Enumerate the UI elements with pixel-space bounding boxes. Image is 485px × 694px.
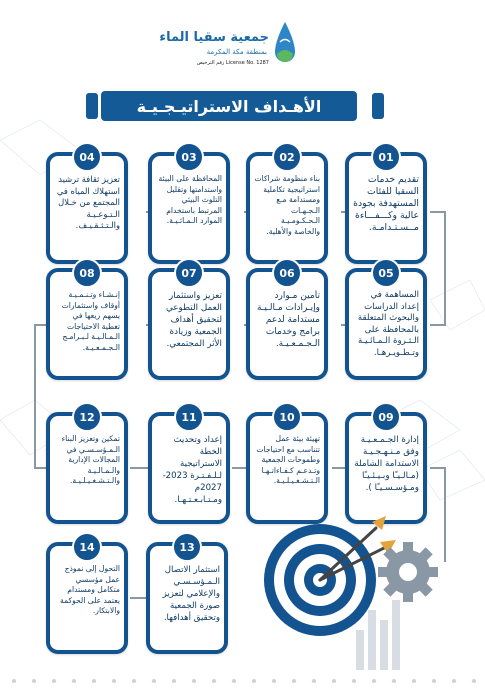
goal-number: 03 xyxy=(174,142,204,172)
goal-card-11 xyxy=(148,412,230,524)
goal-card-06 xyxy=(246,268,328,380)
goal-text: تعزيز ثقافة ترشيد استهلاك المياه في المجتمع من خـلال الـتـوعـيـة والـتـثـقـيـف. xyxy=(56,174,120,230)
goal-number: 07 xyxy=(174,258,204,288)
goal-text: تقديم خدمات السقيا للفئات المستهدفة بجودة عالية وكـــفـــاءة مــسـتـدامـة. xyxy=(353,174,419,233)
goal-text: تهيئة بيئة عمل تتناسب مع احتياجات وطموحات الجمعية وتـدعـم كـفـاءاتـهـا الـتـشـغـيـلـيـة. xyxy=(256,434,320,486)
goal-number: 04 xyxy=(72,142,102,172)
goal-card-13 xyxy=(146,542,228,654)
goal-text: استثمار الاتصال الـمـؤسـسـي والإعلامي لتعزيز صورة الجمعية وتحقيق أهدافها. xyxy=(162,565,220,623)
water-drop-logo-icon xyxy=(273,20,297,74)
goal-card-03 xyxy=(148,152,230,264)
goal-text: تأمين مـوارد وإيـرادات مـالـيـة مستدامة لدعم برامج وخدمات الـجـمـعـيـة. xyxy=(256,291,320,349)
org-subtitle: بمنطقة مكة المكرمة xyxy=(206,48,267,56)
title-bar-cap-left xyxy=(86,93,98,119)
goal-card-02 xyxy=(246,152,328,264)
goal-number: 14 xyxy=(72,532,102,562)
goal-number: 10 xyxy=(272,402,302,432)
goal-text: تمكين وتعزيز البناء الـمـؤسـسـي في المجالات الإدارية والـمـالـيـة والـتـشـغـيـلـيـة. xyxy=(61,434,120,486)
goal-text: إنـشـاء وتـنـمـيـة أوقاف واستثمارات يسهم ريعها في تغطية الاحتياجات الـمـالـيـة لـبـرامـج الـجـمـعـيـة. xyxy=(61,290,120,352)
goal-text: تعزيز واستثمار العمل التطوعي لتحقيق أهداف الجمعية وزيادة الأثر المجتمعي. xyxy=(165,291,222,349)
goal-text: التحول إلى نموذج عمل مؤسسي متكامل ومستدام يعتمد على الحوكمة والابتكار. xyxy=(60,564,120,616)
license-number: رقم الترخيص License No. 1287 xyxy=(196,60,269,66)
goal-number: 06 xyxy=(272,258,302,288)
goal-number: 11 xyxy=(174,402,204,432)
goal-text: إعداد وتحديث الخطة الاستراتيجية لـلـفـتـرة 2023-2027م ومـتـابـعـتـهـا. xyxy=(162,435,222,505)
goal-text: إدارة الجـمـعـيـة وفق مـنـهـجـيـة الاستدامة الشاملة (مـالـيـًا وبـيـئـيـًا ومـؤسـسـيـًا ). xyxy=(354,435,419,493)
goal-number: 08 xyxy=(72,258,102,288)
org-name: جمعية سقيا الماء xyxy=(159,30,269,45)
title-bar-cap-right xyxy=(372,93,384,119)
goal-card-12 xyxy=(46,412,128,524)
goal-number: 12 xyxy=(72,402,102,432)
goal-number: 05 xyxy=(371,258,401,288)
goal-text: المساهمة في إعداد الدراسات والبحوث المتعلقة بالمحافظة على الـثـروة الـمـائـيـة وتـطـويـرهـا. xyxy=(357,290,419,358)
goal-number: 02 xyxy=(272,142,302,172)
header xyxy=(0,18,485,78)
goal-text: المحافظة على البيئة واستدامتها وتقليل التلوث البيئي المرتبط باستخدام الموارد الـمـائـيـة. xyxy=(158,174,222,226)
goal-number: 09 xyxy=(371,402,401,432)
goal-card-07 xyxy=(148,268,230,380)
goal-card-01 xyxy=(345,152,427,264)
goal-card-05 xyxy=(345,268,427,380)
target-arrow-gear-icon xyxy=(256,500,446,680)
goal-number: 13 xyxy=(172,532,202,562)
goal-card-04 xyxy=(46,152,128,264)
goal-card-14 xyxy=(46,542,128,654)
page-title: الأهـداف الاستراتيـجـيـة xyxy=(101,91,357,121)
goal-number: 01 xyxy=(371,142,401,172)
bottom-dots-decoration xyxy=(4,676,482,686)
goal-card-08 xyxy=(46,268,128,380)
goal-text: بناء منظومة شراكات استراتيجية تكاملية ومستدامة مـع الـجـهـات الـحـكـومـيـة والخاصة والأهلية. xyxy=(254,174,320,236)
